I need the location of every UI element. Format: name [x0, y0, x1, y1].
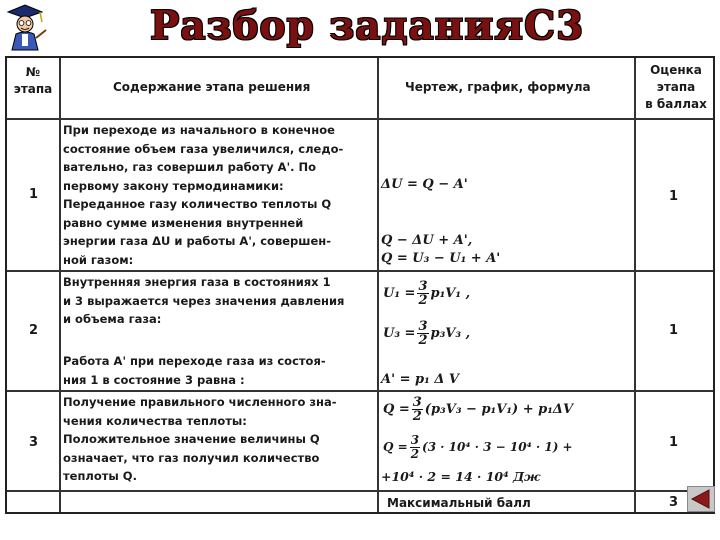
solution-table — [5, 56, 715, 514]
formula-lhs: U₃ = — [383, 326, 416, 341]
page-title — [150, 3, 584, 49]
content-line: состояние объем газа увеличился, следо- — [63, 141, 344, 156]
content-line: и 3 выражается через значения давления — [63, 293, 345, 308]
content-line: Получение правильного численного зна- — [63, 395, 337, 409]
header-formula: Чертеж, график, формула — [405, 80, 591, 94]
content-line: означает, что газ получил количество — [63, 450, 320, 465]
table-divider — [7, 390, 713, 392]
row-2-score: 1 — [669, 323, 679, 338]
content-line: Переданное газу количество теплоты Q — [63, 197, 332, 211]
row-2-formula-u1 — [383, 280, 470, 307]
fraction — [412, 396, 423, 423]
table-divider — [634, 58, 636, 512]
content-line: ния 1 в состояние 3 равна : — [63, 372, 245, 387]
fraction-numerator: 3 — [418, 319, 428, 334]
row-2-content-work — [63, 352, 326, 389]
max-score-value: 3 — [669, 495, 679, 510]
page-title-main: Разбор задания — [150, 3, 525, 49]
header-content: Содержание этапа решения — [113, 80, 311, 94]
table-divider — [7, 270, 713, 272]
header-stage-number: № этапа — [13, 65, 53, 96]
row-2-number: 2 — [29, 323, 39, 338]
row-2-formula-work: A' = p₁ Δ V — [381, 372, 460, 387]
fraction-numerator: 3 — [418, 279, 428, 294]
formula-lhs: U₁ = — [383, 286, 416, 301]
formula-rhs: (p₃V₃ − p₁V₁) + p₁ΔV — [424, 402, 574, 417]
page-title-suffix: С3 — [524, 3, 585, 49]
content-line: чения количества теплоты: — [63, 413, 247, 428]
fraction — [410, 434, 420, 461]
table-divider — [59, 58, 61, 512]
fraction-denominator: 2 — [412, 409, 422, 424]
max-score-label: Максимальный балл — [387, 496, 531, 510]
table-divider — [377, 58, 379, 512]
formula-lhs: Q = — [383, 402, 410, 417]
formula-rhs: p₁V₁ , — [430, 286, 471, 301]
content-line: энергии газа ΔU и работы A', совершен- — [63, 234, 331, 248]
fraction — [417, 320, 428, 347]
table-divider — [7, 118, 713, 120]
row-1-formula-heat: Q − ΔU + A', — [381, 233, 473, 248]
table-divider — [7, 490, 713, 492]
row-2-formula-u3 — [383, 320, 470, 347]
content-line: вательно, газ совершил работу A'. По — [63, 160, 316, 174]
content-line: Работа A' при переходе газа из состоя- — [63, 354, 326, 368]
row-1-number: 1 — [29, 187, 39, 202]
row-1-score: 1 — [669, 189, 679, 204]
fraction-denominator: 2 — [410, 447, 420, 461]
row-1-formula-heat-sum: Q = U₃ − U₁ + A' — [381, 251, 501, 266]
header-score — [637, 62, 715, 113]
content-line: Внутренняя энергия газа в состояниях 1 — [63, 275, 331, 289]
professor-mascot-icon — [2, 2, 48, 52]
header-score-line: этапа — [656, 80, 696, 94]
formula-rhs: p₃V₃ , — [430, 326, 471, 341]
content-line: ной газом: — [63, 252, 134, 267]
row-3-score: 1 — [669, 435, 679, 450]
row-3-formula-q3: +10⁴ · 2 = 14 · 10⁴ Дж — [381, 469, 541, 484]
header-score-line: Оценка — [650, 63, 702, 77]
header-score-line: в баллах — [645, 97, 707, 111]
fraction-numerator: 3 — [410, 433, 420, 447]
row-3-content — [63, 393, 337, 486]
content-line: теплоты Q. — [63, 469, 137, 483]
fraction-numerator: 3 — [412, 395, 422, 410]
formula-lhs: Q = — [383, 440, 408, 454]
row-1-formula-energy: ΔU = Q − A' — [381, 177, 468, 192]
row-1-content — [63, 121, 343, 269]
back-arrow-icon — [688, 487, 714, 511]
row-3-formula-q2 — [383, 434, 573, 461]
formula-rhs: (3 · 10⁴ · 3 − 10⁴ · 1) + — [422, 440, 573, 454]
content-line: и объема газа: — [63, 312, 162, 326]
row-2-content — [63, 273, 344, 329]
fraction-denominator: 2 — [418, 333, 428, 348]
content-line: Положительное значение величины Q — [63, 432, 320, 446]
fraction — [417, 280, 428, 307]
back-button[interactable] — [687, 486, 715, 512]
content-line: При переходе из начального в конечное — [63, 123, 335, 137]
content-line: первому закону термодинамики: — [63, 178, 284, 193]
row-3-number: 3 — [29, 435, 39, 450]
fraction-denominator: 2 — [418, 293, 428, 308]
content-line: равно сумме изменения внутренней — [63, 215, 304, 230]
row-3-formula-q1 — [383, 396, 573, 423]
